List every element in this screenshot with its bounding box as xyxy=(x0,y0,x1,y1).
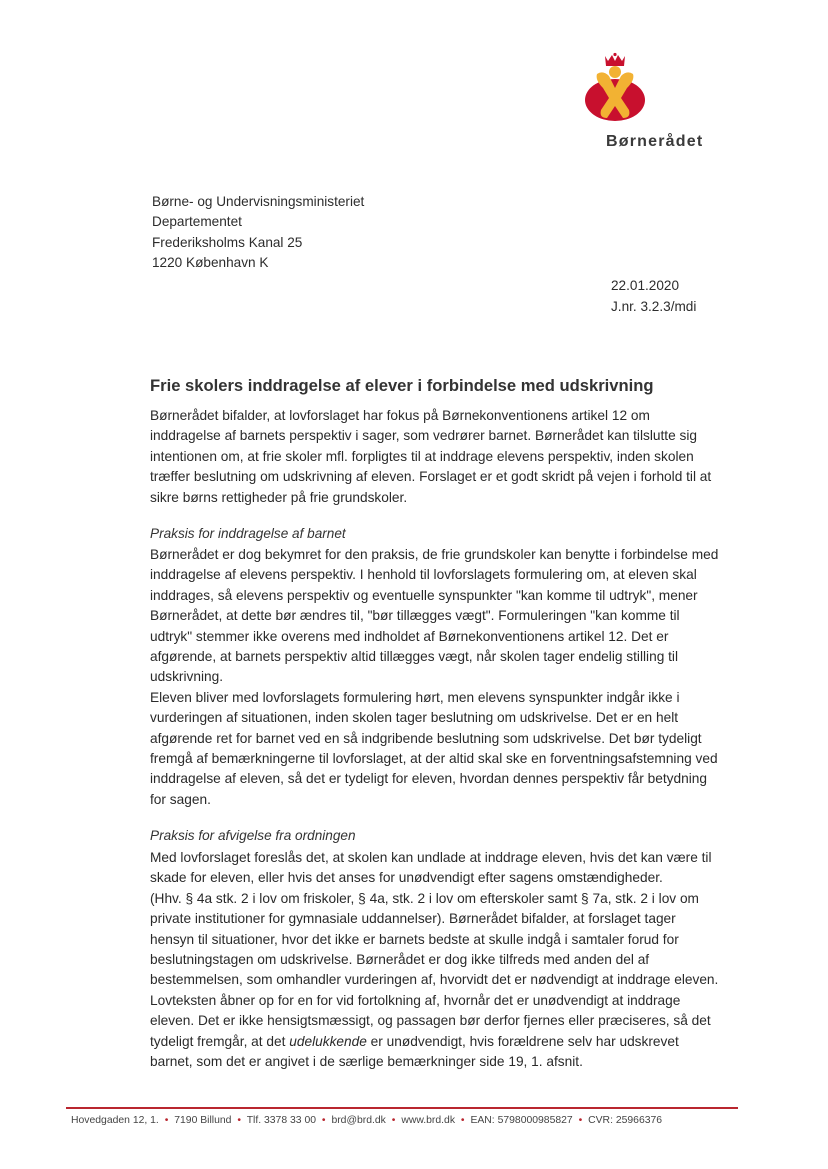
journal-number: J.nr. 3.2.3/mdi xyxy=(611,299,697,314)
text-line: Børnerådet bifalder, at lovforslaget har fokus på Børnekonventionens artikel 12 om xyxy=(150,408,650,423)
document-title: Frie skolers inddragelse af elever i forbindelse med udskrivning xyxy=(150,376,654,395)
text-line: beslutningstagen om udskrivelse. Børnerådet er dog ikke tilfreds med anden del af xyxy=(150,952,650,968)
text-line: inddragelse af barnets perspektiv i sager, som vedrører barnet. Børnerådet kan tilslutte sig xyxy=(150,428,698,444)
text-line: afgørende, at barnets perspektiv altid tillægges vægt, når skolen tager endelig stilling til xyxy=(150,649,679,665)
text-line: Med lovforslaget foreslås det, at skolen kan undlade at inddrage eleven, hvis det kan være til xyxy=(150,850,712,865)
text-line: intentionen om, at frie skoler mfl. forpligtes til at inddrage elevens perspektiv, inden skolen xyxy=(150,448,694,464)
text-line: Børnerådet er dog bekymret for den praksis, de frie grundskoler kan benytte i forbindelse med xyxy=(150,547,719,562)
text-fragment: tydeligt fremgår, at det xyxy=(150,1033,290,1049)
text-line: afgørende ret for barnet ved en så indgribende beslutning som udskrivelse. Det bør tydeligt xyxy=(150,730,702,746)
recipient-line: Børne- og Undervisningsministeriet xyxy=(152,194,365,209)
intro-paragraph xyxy=(150,406,750,508)
text-line: hensyn til situationer, hvor det ikke er barnets bedste at skulle indgå i samtaler forud for xyxy=(150,931,679,947)
text-line: eleven. Det er ikke hensigtsmæssigt, og passagen bør derfor fjernes eller præciseres, så det xyxy=(150,1013,711,1029)
footer-phone: Tlf. 3378 33 00 xyxy=(246,1115,317,1126)
text-line: udskrivning. xyxy=(150,669,224,685)
footer-ean: EAN: 5798000985827 xyxy=(470,1115,573,1126)
text-line: for sagen. xyxy=(150,791,211,807)
text-line: Lovteksten åbner op for en for vid fortolkning af, hvornår det er unødvendigt at inddrage xyxy=(150,992,681,1008)
organization-name: Børnerådet xyxy=(606,133,704,150)
text-line xyxy=(150,1032,750,1052)
footer-email: brd@brd.dk xyxy=(331,1115,386,1126)
text-line: Eleven bliver med lovforslagets formulering hørt, men elevens synspunkter indgår ikke i xyxy=(150,689,680,705)
text-line: fremgå af bemærkningerne til lovforslaget, at der altid skal ske en forventningsafstemning ved xyxy=(150,751,718,767)
recipient-line: Departementet xyxy=(152,214,242,229)
text-line: inddrages, så elevens perspektiv og eventuelle synspunkter "kan komme til udtryk", mener xyxy=(150,587,698,603)
footer-cvr: CVR: 25966376 xyxy=(588,1115,663,1126)
text-line: Børnerådet, at dette bør ændres til, "bør tillægges vægt". Formuleringen "kan komme til xyxy=(150,608,680,624)
text-line: sikre børns rettigheder på frie grundskoler. xyxy=(150,489,408,505)
footer-web: www.brd.dk xyxy=(401,1115,456,1126)
recipient-line: 1220 København K xyxy=(152,255,269,270)
separator-dot: • xyxy=(237,1115,241,1126)
separator-dot: • xyxy=(321,1115,326,1126)
separator-dot: • xyxy=(164,1115,169,1126)
text-line: udtryk" stemmer ikke overens med indholdet af Børnekonventionens artikel 12. Det er xyxy=(150,628,669,644)
letter-date: 22.01.2020 xyxy=(611,278,680,293)
footer-city: 7190 Billund xyxy=(174,1115,232,1126)
footer-address: Hovedgaden 12, 1. xyxy=(71,1115,159,1126)
section-heading: Praksis for inddragelse af barnet xyxy=(150,526,346,541)
text-line: inddragelse af eleven, så det er tydeligt for eleven, hvordan dennes perspektiv får betydning xyxy=(150,771,707,787)
text-line: vurderingen af situationen, inden skolen tager beslutning om udskrivelse. Det er en helt xyxy=(150,710,679,726)
separator-dot: • xyxy=(460,1115,465,1126)
text-line: skade for eleven, eller hvis det anses for unødvendigt efter sagens omstændigheder. xyxy=(150,870,663,886)
recipient-line: Frederiksholms Kanal 25 xyxy=(152,235,303,250)
emphasis-word: udelukkende xyxy=(289,1033,367,1049)
text-line: træffer beslutning om udskrivning af eleven. Forslaget er et godt skridt på vejen i forhold til at xyxy=(150,469,712,485)
text-line: (Hhv. § 4a stk. 2 i lov om friskoler, § 4a, stk. 2 i lov om efterskoler samt § 7a, stk. 2 i lov om xyxy=(150,890,699,906)
text-line: bestemmelsen, som omhandler vurderingen af, hvorvidt det er nødvendigt at inddrage eleven. xyxy=(150,972,719,988)
footer-rule xyxy=(66,1107,738,1109)
separator-dot: • xyxy=(578,1115,583,1126)
text-line: inddragelse af elevens perspektiv. I henhold til lovforslagets formulering om, at eleven skal xyxy=(150,567,697,583)
text-line: private institutioner for gymnasiale uddannelser). Børnerådet bifalder, at forslaget tager xyxy=(150,911,676,927)
crown-figure-logo xyxy=(583,52,647,124)
footer-contact xyxy=(71,1115,662,1126)
section-paragraph xyxy=(150,545,750,810)
text-line: barnet, som det er angivet i de særlige bemærkninger side 19, 1. afsnit. xyxy=(150,1054,583,1070)
separator-dot: • xyxy=(391,1115,396,1126)
section-heading: Praksis for afvigelse fra ordningen xyxy=(150,828,356,843)
crown-icon xyxy=(605,55,625,66)
section-paragraph xyxy=(150,848,750,1072)
text-fragment: er unødvendigt, hvis forældrene selv har udskrevet xyxy=(366,1033,679,1049)
